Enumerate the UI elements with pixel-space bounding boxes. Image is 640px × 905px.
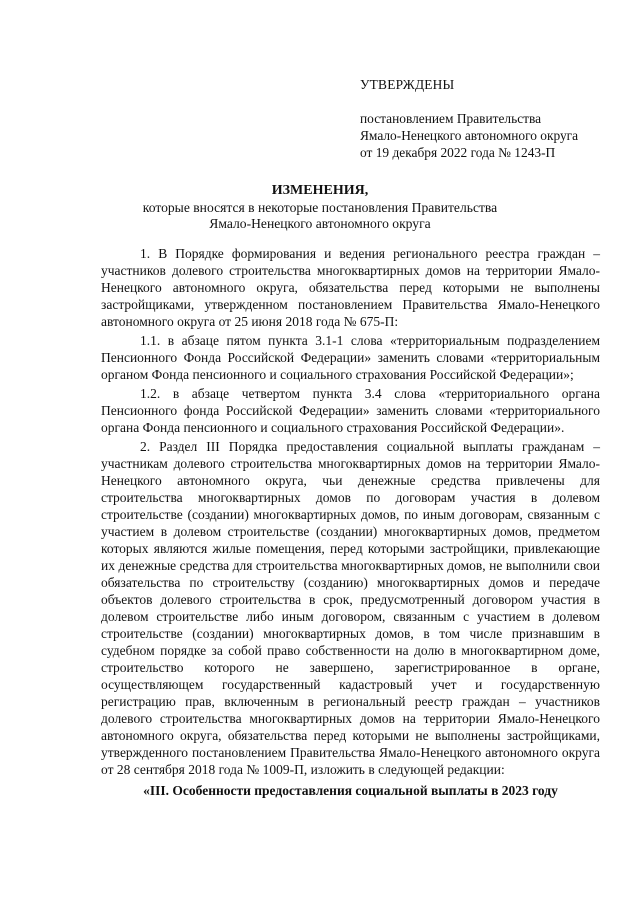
approval-line-2: Ямало-Ненецкого автономного округа: [360, 128, 579, 143]
approval-line-3: от 19 декабря 2022 года № 1243-П: [360, 145, 556, 160]
approval-line-1: постановлением Правительства: [360, 111, 542, 126]
approval-block: [360, 76, 578, 161]
heading-line-2: Ямало-Ненецкого автономного округа: [209, 216, 431, 231]
section-title: «III. Особенности предоставления социальной выплаты в 2023 году: [143, 783, 558, 798]
paragraph-1: 1. В Порядке формирования и ведения регионального реестра граждан – участников долевого строительства многоквартирных домов на территории Ямало-Ненецкого автономного округа, обязательства перед которыми не выполнены застройщиками, утвержденном постановлением Правительства Ямало-Ненецкого автономного округа от 25 июня 2018 года № 675-П:: [101, 246, 600, 329]
document-heading: [0, 183, 640, 233]
paragraph-2: 2. Раздел III Порядка предоставления социальной выплаты гражданам – участникам долевого строительства многоквартирных домов на территории Ямало-Ненецкого автономного округа, чьи денежные средства привлечены для строительства многоквартирных домов по договорам участия в долевом строительстве (создании) многоквартирных домов, по иным договорам, связанным с участием в долевом строительстве (создании) многоквартирных домов, предметом которых являются жилые помещения, перед которыми застройщики, привлекающие их денежные средства для строительства многоквартирных домов, не выполнили свои обязательства по строительству (созданию) многоквартирных домов и передаче объектов долевого строительства в срок, предусмотренный договором участия в долевом строительстве либо иным договором, связанным с участием в долевом строительстве (создании) многоквартирных домов, в том числе признавшим в судебном порядке за собой право собственности на долю в многоквартирном доме, строительство которого не завершено, зарегистрированное в органе, осуществляющем государственный кадастровый учет и государственную регистрацию прав, включенным в региональный реестр граждан – участников долевого строительства многоквартирных домов на территории Ямало-Ненецкого автономного округа, обязательства перед которыми не выполнены застройщиками, утвержденного постановлением Правительства Ямало-Ненецкого автономного округа от 28 сентября 2018 года № 1009-П, изложить в следующей редакции:: [101, 439, 600, 777]
approval-title: УТВЕРЖДЕНЫ: [360, 77, 455, 92]
heading-line-1: которые вносятся в некоторые постановления Правительства: [142, 199, 498, 215]
paragraph-1-1: 1.1. в абзаце пятом пункта 3.1-1 слова «территориальным подразделением Пенсионного Фонда Российской Федерации» заменить словами «территориальным органом Фонда пенсионного и социального страхования Российской Федерации»;: [101, 333, 600, 382]
paragraph-1-2: 1.2. в абзаце четвертом пункта 3.4 слова «территориального органа Пенсионного фонда Российской Федерации» заменить словами «территориального органа Фонда пенсионного и социального страхования Российской Федерации».: [101, 386, 600, 435]
heading-title: ИЗМЕНЕНИЯ,: [271, 183, 369, 198]
document-body: [101, 245, 600, 801]
